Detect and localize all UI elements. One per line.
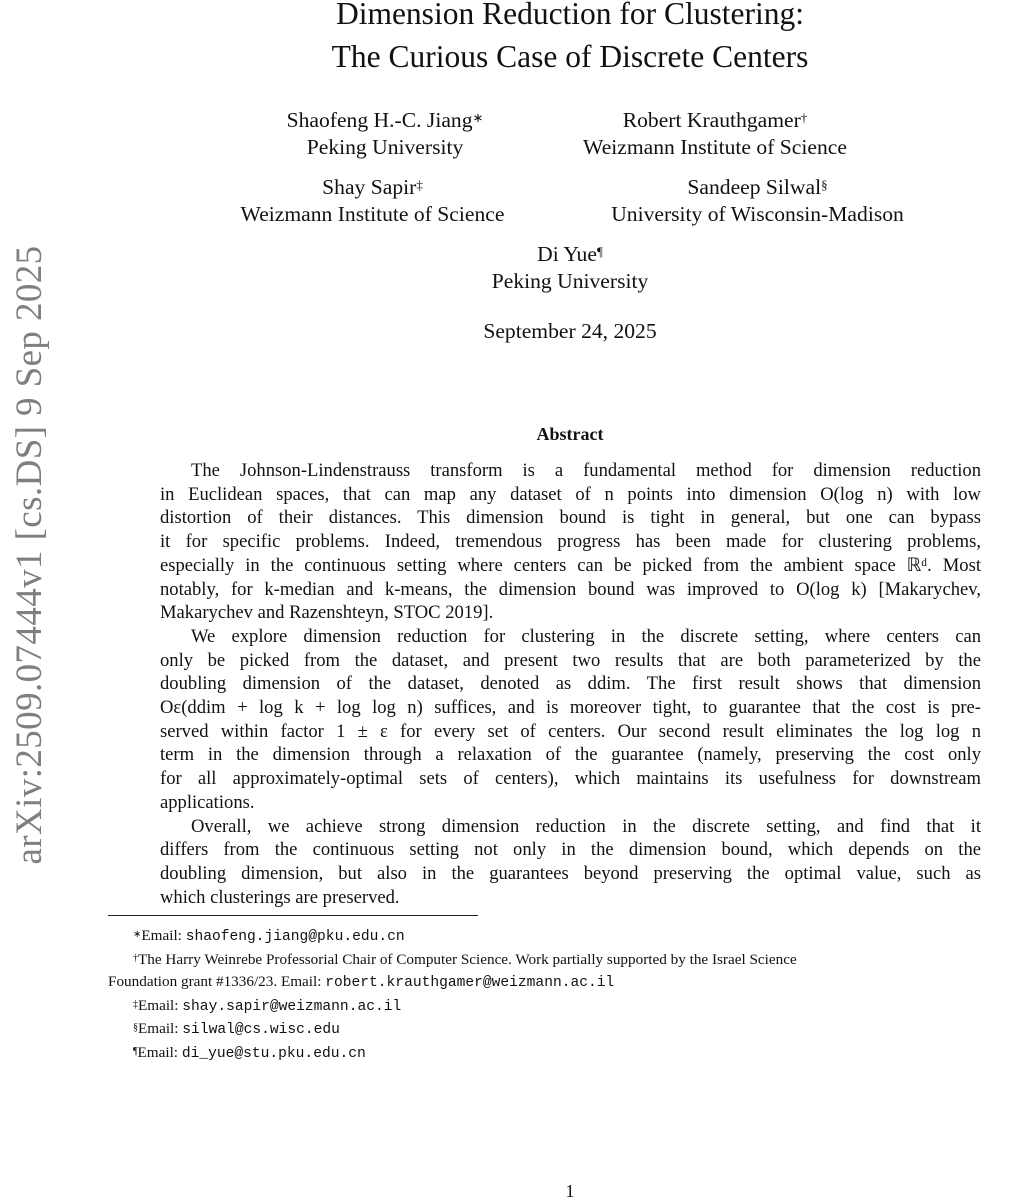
- abstract-line: Makarychev and Razenshteyn, STOC 2019].: [160, 602, 494, 624]
- footnotes: [108, 925, 1033, 1066]
- abstract-line: Overall, we achieve strong dimension reduction in the discrete setting, and find that it: [191, 815, 981, 837]
- footnote-krauthgamer: [108, 949, 1033, 972]
- footnote-mark: †: [133, 952, 138, 964]
- footnote-silwal: [108, 1018, 1033, 1042]
- abstract-line: in Euclidean spaces, that can map any dataset of n points into dimension O(log n) with low: [160, 483, 981, 505]
- author-block-sapir: [210, 174, 535, 228]
- paper-title-line-2: The Curious Case of Discrete Centers: [331, 39, 809, 74]
- footnote-krauthgamer-cont: [108, 971, 1033, 995]
- paper-title-line-1: Dimension Reduction for Clustering:: [335, 0, 805, 31]
- abstract-line: distortion of their distances. This dimension bound is tight in general, but one can bypass: [160, 507, 981, 529]
- footnote-divider: [108, 915, 478, 916]
- abstract-line: only be picked from the dataset, and present two results that are both parameterized by the: [160, 649, 981, 671]
- footnote-text: Email:: [141, 927, 186, 944]
- author-name: Di Yue: [537, 242, 597, 266]
- author-name: Robert Krauthgamer: [622, 108, 801, 132]
- abstract-line: especially in the continuous setting where centers can be picked from the ambient space ℝᵈ. Most: [160, 554, 981, 576]
- abstract-line: which clusterings are preserved.: [160, 886, 400, 908]
- abstract-line: doubling dimension of the dataset, denoted as ddim. The first result shows that dimension: [160, 673, 981, 695]
- arxiv-identifier: arXiv:2509.07444v1 [cs.DS] 9 Sep 2025: [9, 245, 50, 865]
- author-affiliation: Peking University: [491, 269, 649, 293]
- footnote-text: Email:: [138, 1020, 183, 1038]
- abstract-line: term in the dimension through a relaxation of the guarantee (namely, preserving the cost only: [160, 744, 981, 766]
- email-link[interactable]: shaofeng.jiang@pku.edu.cn: [185, 929, 405, 945]
- footnote-sapir: [108, 995, 1033, 1019]
- author-affiliation: Peking University: [306, 135, 464, 159]
- abstract-line: it for specific problems. Indeed, tremendous progress has been made for clustering problems,: [160, 531, 981, 553]
- page-number: 1: [565, 1181, 575, 1201]
- abstract-line: differs from the continuous setting not only in the dimension bound, which depends on the: [160, 839, 981, 861]
- footnote-yue: [108, 1042, 1033, 1066]
- footnote-mark: §: [821, 177, 828, 192]
- footnote-mark: †: [800, 110, 808, 125]
- author-block-silwal: [580, 174, 935, 228]
- author-block-krauthgamer: [555, 107, 875, 161]
- footnote-text: The Harry Weinrebe Professorial Chair of Computer Science. Work partially supported by the Israel Science: [138, 950, 797, 968]
- paper-date: September 24, 2025: [483, 319, 657, 343]
- author-affiliation: University of Wisconsin-Madison: [611, 202, 904, 226]
- footnote-jiang: [108, 925, 1033, 949]
- footnote-mark: ∗: [472, 110, 484, 125]
- footnote-mark: ¶: [133, 1045, 138, 1057]
- footnote-mark: ‡: [416, 177, 423, 192]
- author-block-jiang: [260, 107, 510, 161]
- email-link[interactable]: di_yue@stu.pku.edu.cn: [181, 1045, 366, 1062]
- footnote-mark: §: [133, 1022, 138, 1034]
- abstract-line: notably, for k-median and k-means, the dimension bound was improved to O(log k) [Makarychev,: [160, 578, 981, 600]
- author-block-yue: [445, 241, 695, 295]
- abstract-heading: Abstract: [536, 424, 604, 444]
- author-name: Shay Sapir: [322, 175, 417, 199]
- author-name: Shaofeng H.-C. Jiang: [286, 108, 473, 132]
- abstract-line: doubling dimension, but also in the guarantees beyond preserving the optimal value, such as: [160, 862, 981, 884]
- footnote-mark: ‡: [133, 998, 138, 1010]
- abstract-body: [160, 459, 981, 909]
- footnote-text: Email:: [137, 1043, 182, 1061]
- abstract-line: applications.: [160, 791, 255, 813]
- email-link[interactable]: shay.sapir@weizmann.ac.il: [182, 998, 402, 1015]
- abstract-line: We explore dimension reduction for clustering in the discrete setting, where centers can: [191, 625, 981, 647]
- email-link[interactable]: silwal@cs.wisc.edu: [182, 1022, 340, 1039]
- author-name: Sandeep Silwal: [687, 175, 822, 199]
- footnote-mark: ¶: [596, 244, 603, 259]
- abstract-line: The Johnson-Lindenstrauss transform is a fundamental method for dimension reduction: [191, 460, 981, 481]
- email-link[interactable]: robert.krauthgamer@weizmann.ac.il: [325, 975, 615, 992]
- author-affiliation: Weizmann Institute of Science: [583, 135, 847, 159]
- abstract-line: Oε(ddim + log k + log log n) suffices, and is moreover tight, to guarantee that the cost is pre-: [160, 697, 981, 719]
- footnote-text: Email:: [138, 996, 183, 1014]
- author-affiliation: Weizmann Institute of Science: [240, 202, 505, 226]
- abstract-line: served within factor 1 ± ε for every set of centers. Our second result eliminates the log log n: [160, 720, 981, 742]
- footnote-text: Foundation grant #1336/23. Email:: [108, 973, 326, 991]
- footnote-mark: ∗: [133, 929, 142, 940]
- abstract-line: for all approximately-optimal sets of centers), which maintains its usefulness for downstream: [160, 768, 981, 790]
